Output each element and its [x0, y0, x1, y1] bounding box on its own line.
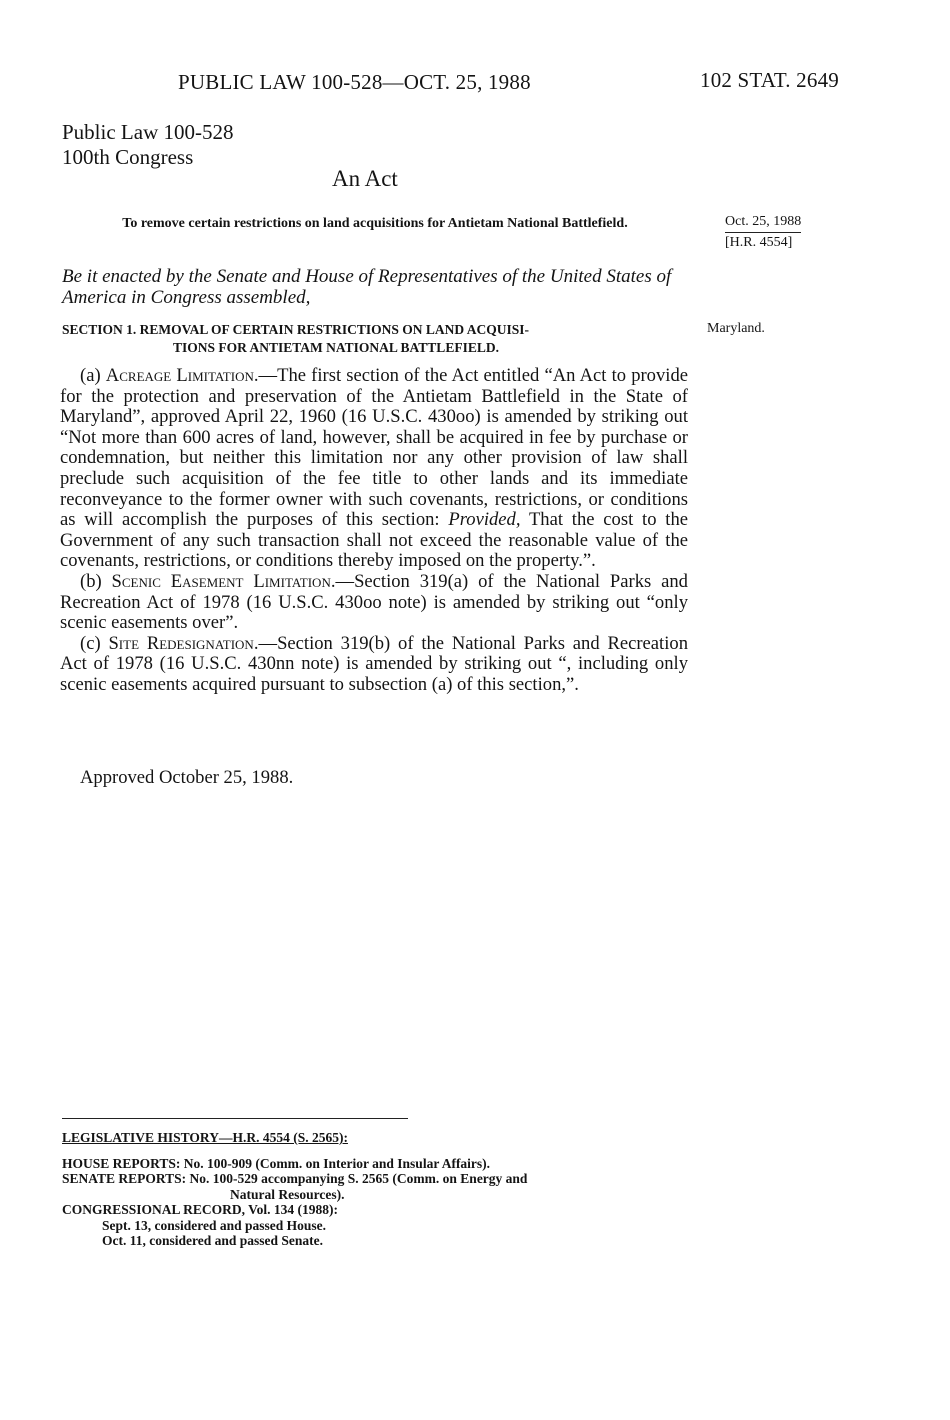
law-designation: [62, 120, 233, 170]
footnote-divider: [62, 1118, 408, 1119]
section-heading-line1: SECTION 1. REMOVAL OF CERTAIN RESTRICTIONS ON LAND ACQUISI-: [62, 322, 529, 337]
margin-note-state: Maryland.: [707, 321, 765, 336]
margin-note-date: [725, 212, 801, 253]
legislative-history: [62, 1130, 688, 1249]
section-body: [60, 366, 688, 696]
bill-number: [H.R. 4554]: [725, 235, 793, 250]
proviso: Provided,: [448, 509, 521, 531]
house-reports: HOUSE REPORTS: No. 100-909 (Comm. on Interior and Insular Affairs).: [62, 1155, 491, 1171]
section-heading-line2: TIONS FOR ANTIETAM NATIONAL BATTLEFIELD.: [173, 340, 499, 355]
act-title: An Act: [332, 166, 398, 191]
senate-reports: SENATE REPORTS: No. 100-529 accompanying S. 2565 (Comm. on Energy and: [62, 1171, 528, 1186]
approval-date: Approved October 25, 1988.: [80, 767, 294, 788]
purpose-clause: To remove certain restrictions on land acquisitions for Antietam National Battlefield.: [122, 216, 628, 231]
subsection-c: (c) Site Redesignation.—Section 319(b) of the National Parks and Recreation Act of 1978 (16 U.S.C. 430nn note) is amended by striking out “, including only scenic easements acquired pursuant to subsection (a) of this section,”.: [60, 632, 688, 695]
congress: 100th Congress: [62, 145, 194, 169]
law-number: Public Law 100-528: [62, 120, 234, 144]
enacting-clause: Be it enacted by the Senate and House of Representatives of the United States of America in Congress assembled,: [62, 266, 672, 308]
senate-reports-continued: Natural Resources).: [230, 1186, 345, 1202]
house-action: Sept. 13, considered and passed House.: [102, 1217, 327, 1233]
senate-action: Oct. 11, considered and passed Senate.: [102, 1233, 324, 1248]
subsection-b-caption: Scenic Easement Limitation.: [111, 570, 336, 592]
congressional-record: CONGRESSIONAL RECORD, Vol. 134 (1988):: [62, 1202, 339, 1217]
section-heading: [62, 321, 690, 357]
subsection-a-caption: Acreage Limitation.: [105, 365, 259, 386]
subsection-c-caption: Site Redesignation.: [108, 632, 259, 654]
subsection-a: (a) Acreage Limitation.—The first section of the Act entitled “An Act to provide for the protection and preservation of the Antietam Battlefield in the State of Maryland”, approved April 22, 1960 (16 U.S.C. 430oo) is amended by striking out “Not more than 600 acres of land, however, shall be acquired in fee by purchase or condemnation, but neither this limitation nor any other provision of law shall preclude such acquisition of the fee title to other lands and its immediate reconveyance to the former owner with such covenants, restrictions, or conditions as will accomplish the purposes of this section: Provided, That the cost to the Government of any such transaction shall not exceed the reasonable value of the covenants, restrictions, or conditions thereby imposed on the property.”.: [60, 365, 688, 572]
running-head: PUBLIC LAW 100-528—OCT. 25, 1988: [178, 70, 531, 94]
subsection-b: (b) Scenic Easement Limitation.—Section 319(a) of the National Parks and Recreation Act of 1978 (16 U.S.C. 430oo note) is amended by striking out “only scenic easements over”.: [60, 570, 688, 634]
legislative-history-heading: LEGISLATIVE HISTORY—H.R. 4554 (S. 2565):: [62, 1130, 348, 1145]
enactment-date: Oct. 25, 1988: [725, 212, 801, 233]
stat-page-number: 102 STAT. 2649: [700, 68, 839, 92]
